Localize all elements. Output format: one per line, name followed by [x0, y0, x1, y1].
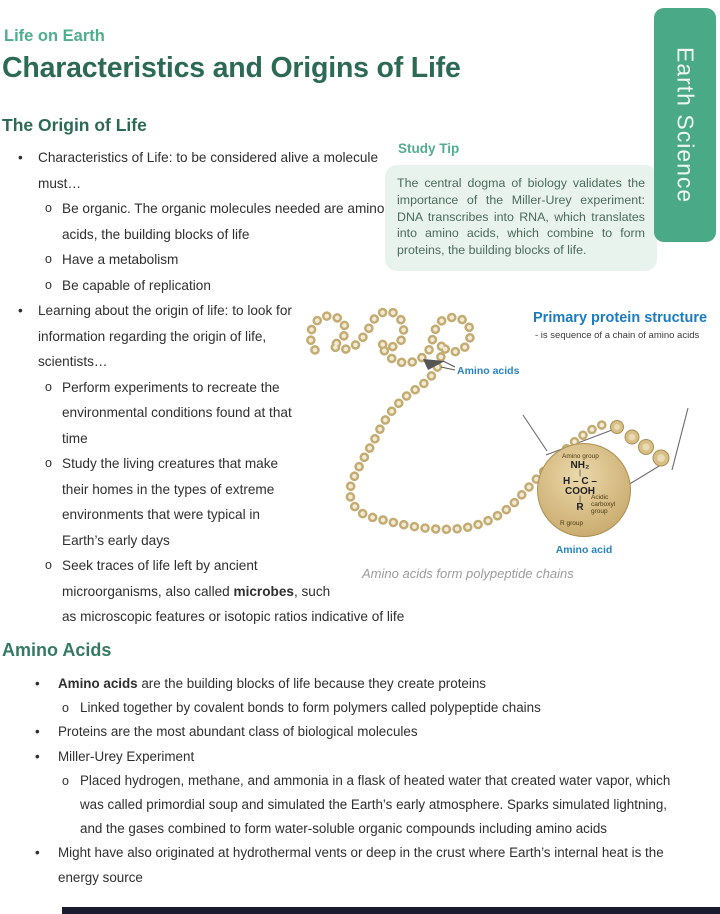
- subject-tab-label: Earth Science: [672, 46, 699, 204]
- list-item-text: Amino acids are the building blocks of life because they create proteins: [58, 676, 486, 691]
- text-line: as microscopic features or isotopic ratios indicative of life: [62, 609, 405, 624]
- list-item: [35, 672, 703, 696]
- list-item-text: Be organic. The organic molecules needed are amino acids, the building blocks of life: [62, 201, 385, 242]
- bullet-marker: •: [35, 845, 40, 861]
- nh2-formula: NH₂: [570, 460, 590, 471]
- list-item: [35, 720, 703, 744]
- figure-subtitle: - is sequence of a chain of amino acids: [535, 330, 700, 341]
- sub-bullet-marker: o: [45, 252, 52, 266]
- acidic-carboxyl-group-label: Acidic carboxyl group: [591, 494, 616, 515]
- list-item-text: Miller-Urey Experiment: [58, 748, 195, 764]
- backbone-formula: H – C – COOH: [563, 476, 597, 497]
- list-item: [35, 745, 703, 769]
- r-formula: R: [576, 502, 584, 513]
- list-item-text: Have a metabolism: [62, 252, 179, 267]
- amino-acid-caption: Amino acid: [555, 544, 613, 556]
- bullet-marker: •: [35, 676, 40, 691]
- sub-bullet-marker: o: [45, 201, 52, 215]
- subject-tab-earth-science[interactable]: [654, 8, 716, 242]
- page-title: Characteristics and Origins of Life: [2, 52, 461, 84]
- list-item-text: Characteristics of Life: to be considered alive a molecule must…: [38, 150, 379, 191]
- section-heading-origin-of-life: The Origin of Life: [2, 115, 147, 135]
- bond-icon: |: [579, 496, 581, 503]
- bullet-marker: •: [18, 303, 23, 318]
- list-item-text: Linked together by covalent bonds to form polymers called polypeptide chains: [80, 700, 541, 716]
- bond-icon: |: [579, 470, 581, 477]
- amino-group-label: Amino group: [562, 453, 599, 460]
- list-item-text: Study the living creatures that make their homes in the types of extreme environments that were typical in Earth’s early days: [62, 456, 279, 548]
- list-item-text: Learning about the origin of life: to look for information regarding the origin of life, scientists…: [38, 303, 292, 369]
- bullet-marker: •: [35, 748, 40, 764]
- list-item-text: Placed hydrogen, methane, and ammonia in a flask of heated water that created water vapor, which was called primordial soup and simulated the Earth’s early atmosphere. Sparks simulated lightning, and the gases combined to form water-soluble organic compounds including amino acids: [80, 772, 671, 837]
- amino-acid-circle: [537, 443, 631, 537]
- sub-bullet-marker: o: [45, 456, 52, 470]
- sub-bullet-marker: o: [45, 558, 52, 572]
- text-line: Seek traces of life left by ancient: [62, 558, 258, 573]
- text-line: microorganisms, also called microbes, such: [62, 583, 331, 599]
- list-item: [35, 841, 703, 889]
- sub-bullet-marker: o: [62, 701, 69, 716]
- figure-title: Primary protein structure: [533, 310, 708, 326]
- list-item-text: Proteins are the most abundant class of biological molecules: [58, 724, 418, 740]
- list-item: [62, 769, 703, 842]
- bold-term: microbes: [233, 583, 294, 599]
- list-item-text: Perform experiments to recreate the environmental conditions found at that time: [62, 379, 292, 446]
- study-tip-box: The central dogma of biology validates the importance of the Miller-Urey experiment: DNA transcribes into RNA, which translates into amino acids, which combine to form proteins, the building blocks of life.: [385, 165, 657, 271]
- bottom-divider-bar: [62, 907, 720, 914]
- list-item: [62, 696, 703, 720]
- amino-acids-chain-label: Amino acids: [457, 365, 520, 377]
- course-label: Life on Earth: [4, 27, 105, 45]
- bold-term: Amino acids: [58, 676, 138, 691]
- section-heading-amino-acids: Amino Acids: [2, 640, 112, 660]
- bullet-marker: •: [18, 150, 23, 165]
- sub-bullet-marker: o: [45, 379, 52, 394]
- list-item-text: Might have also originated at hydrothermal vents or deep in the crust where Earth’s internal heat is the energy source: [58, 845, 664, 885]
- figure-caption: Amino acids form polypeptide chains: [362, 566, 574, 581]
- bullet-marker: •: [35, 724, 40, 740]
- sub-bullet-marker: o: [62, 773, 69, 788]
- bullet-list-amino-acids: [35, 672, 703, 890]
- r-group-label: R group: [560, 520, 584, 527]
- list-item-text: Be capable of replication: [62, 277, 211, 293]
- sub-bullet-marker: o: [45, 277, 52, 292]
- study-tip-label: Study Tip: [398, 141, 460, 156]
